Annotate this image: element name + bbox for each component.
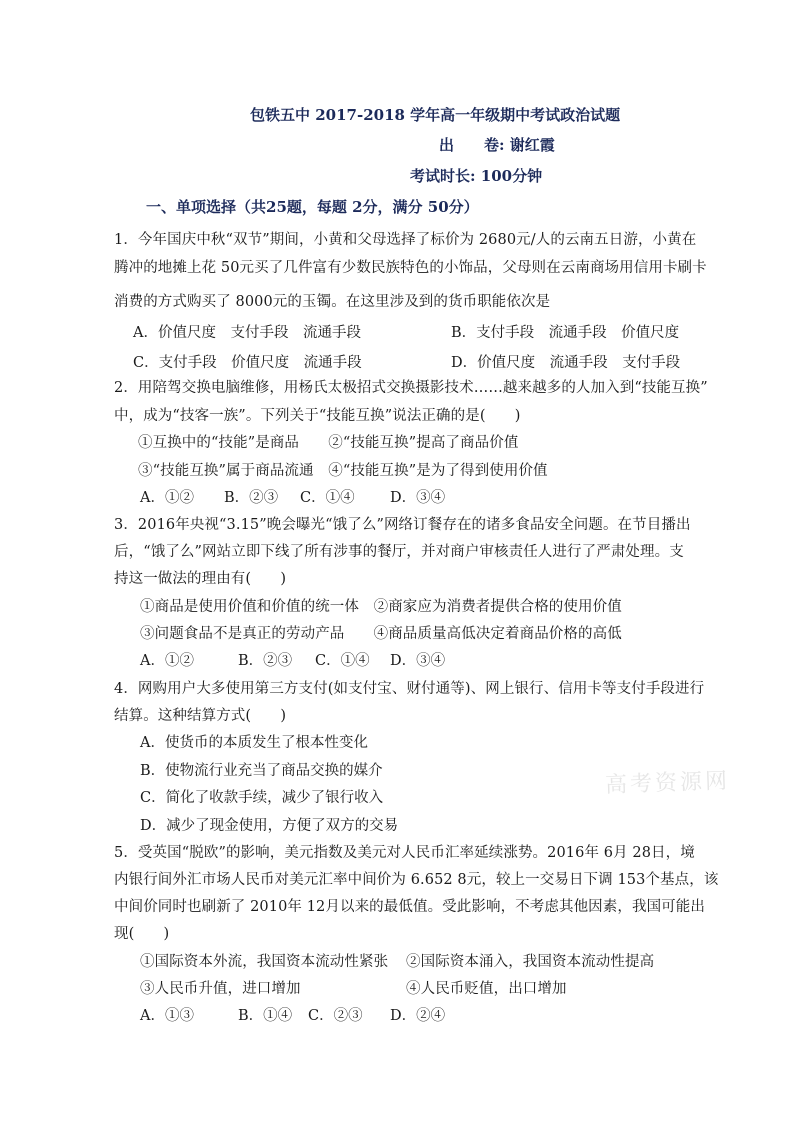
question-5-line-4: 现( ) [114, 926, 170, 942]
question-5-line-1: 5．受英国“脱欧”的影响，美元指数及美元对人民币汇率延续涨势。2016年 6月 28日，境 [114, 845, 695, 861]
question-5-statement-4: ④人民币贬值，出口增加 [406, 981, 567, 997]
exam-author: 出 卷: 谢红霞 [439, 136, 555, 154]
question-3-line-3: 持这一做法的理由有( ) [114, 571, 287, 587]
question-3-option-b[interactable]: B．②③ [238, 653, 293, 669]
question-3-option-c[interactable]: C．①④ [315, 653, 370, 669]
question-4-option-d[interactable]: D．减少了现金使用，方便了双方的交易 [140, 818, 399, 834]
question-2-option-b[interactable]: B．②③ [224, 490, 279, 506]
question-5-statement-2: ②国际资本涌入，我国资本流动性提高 [406, 954, 655, 970]
question-4-option-c[interactable]: C．简化了收款手续，减少了银行收入 [140, 790, 384, 806]
question-1-option-c[interactable]: C．支付手段 价值尺度 流通手段 [133, 355, 362, 371]
question-5-option-b[interactable]: B．①④ [238, 1008, 293, 1024]
question-3-option-d[interactable]: D．③④ [390, 653, 446, 669]
question-5-option-c[interactable]: C．②③ [308, 1008, 363, 1024]
question-3-statement-1: ①商品是使用价值和价值的统一体 ②商家应为消费者提供合格的使用价值 [140, 599, 622, 615]
question-2-statement-2: ③“技能互换”属于商品流通 ④“技能互换”是为了得到使用价值 [138, 463, 548, 479]
question-1-line-3: 消费的方式购买了 8000元的玉镯。在这里涉及到的货币职能依次是 [114, 294, 551, 310]
question-5-option-d[interactable]: D．②④ [390, 1008, 446, 1024]
question-2-line-1: 2．用陪驾交换电脑维修，用杨氏太极招式交换摄影技术……越来越多的人加入到“技能互换” [114, 380, 708, 396]
question-3-statement-2: ③问题食品不是真正的劳动产品 ④商品质量高低决定着商品价格的高低 [140, 626, 622, 642]
question-5-line-2: 内银行间外汇市场人民币对美元汇率中间价为 6.652 8元，较上一交易日下调 153个基点，该 [114, 872, 719, 888]
question-4-line-2: 结算。这种结算方式( ) [114, 708, 287, 724]
question-3-option-a[interactable]: A．①② [140, 653, 194, 669]
question-2-option-d[interactable]: D．③④ [390, 490, 446, 506]
question-2-statement-1: ①互换中的“技能”是商品 ②“技能互换”提高了商品价值 [138, 435, 519, 451]
question-5-statement-1: ①国际资本外流，我国资本流动性紧张 [140, 954, 389, 970]
question-2-option-c[interactable]: C．①④ [300, 490, 355, 506]
question-4-option-a[interactable]: A．使货币的本质发生了根本性变化 [140, 735, 368, 751]
question-2-option-a[interactable]: A．①② [140, 490, 194, 506]
exam-title: 包铁五中 2017-2018 学年高一年级期中考试政治试题 [250, 106, 621, 124]
question-4-line-1: 4．网购用户大多使用第三方支付(如支付宝、财付通等)、网上银行、信用卡等支付手段进行 [114, 681, 705, 697]
question-5-statement-3: ③人民币升值，进口增加 [140, 981, 301, 997]
question-5-line-3: 中间价同时也刷新了 2010年 12月以来的最低值。受此影响，不考虑其他因素，我国可能出 [114, 899, 705, 915]
watermark-text: 高考资源网 [604, 768, 731, 799]
question-3-line-2: 后，“饿了么”网站立即下线了所有涉事的餐厅，并对商户审核责任人进行了严肃处理。支 [114, 544, 684, 560]
section-heading: 一、单项选择（共25题，每题 2分，满分 50分） [146, 198, 479, 216]
exam-duration: 考试时长: 100分钟 [410, 167, 543, 185]
question-1-line-2: 腾冲的地摊上花 50元买了几件富有少数民族特色的小饰品，父母则在云南商场用信用卡刷卡 [114, 260, 707, 276]
question-2-line-2: 中，成为“技客一族”。下列关于“技能互换”说法正确的是( ) [114, 408, 521, 424]
question-1-option-d[interactable]: D．价值尺度 流通手段 支付手段 [451, 355, 681, 371]
question-3-line-1: 3．2016年央视“3.15”晚会曝光“饿了么”网络订餐存在的诸多食品安全问题。在节目播出 [114, 517, 691, 533]
question-1-line-1: 1．今年国庆中秋“双节”期间，小黄和父母选择了标价为 2680元/人的云南五日游，小黄在 [114, 232, 697, 248]
question-4-option-b[interactable]: B．使物流行业充当了商品交换的媒介 [140, 763, 383, 779]
question-1-option-a[interactable]: A．价值尺度 支付手段 流通手段 [133, 325, 361, 341]
question-1-option-b[interactable]: B．支付手段 流通手段 价值尺度 [451, 325, 680, 341]
question-5-option-a[interactable]: A．①③ [140, 1008, 194, 1024]
